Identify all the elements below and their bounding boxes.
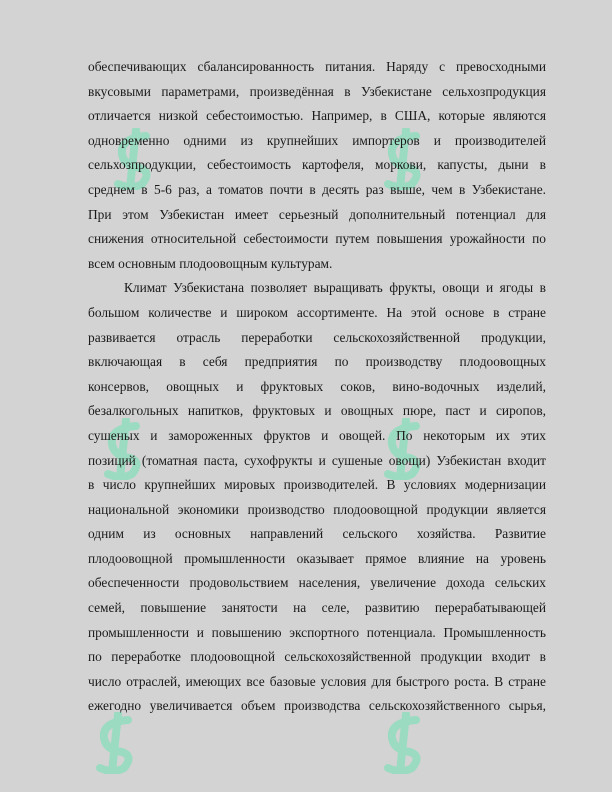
text-line: в число крупнейших мировых производителей. В условиях модернизации xyxy=(88,477,546,493)
text-line: промышленности и повышению экспортного потенциала. Промышленность xyxy=(88,624,546,640)
text-line: позиций (томатная паста, сухофрукты и сушеные овощи) Узбекистан входит xyxy=(88,452,546,468)
watermark-logo-icon xyxy=(380,712,426,774)
text-line: большом количестве и широком ассортименте. На этой основе в стране xyxy=(88,304,546,320)
paragraph xyxy=(88,55,546,276)
paragraph xyxy=(88,276,546,719)
text-line: национальной экономики производство плодоовощной продукции является xyxy=(88,501,546,517)
text-line: безалкогольных напитков, фруктовых и овощных пюре, паст и сиропов, xyxy=(88,403,546,419)
text-line: Климат Узбекистана позволяет выращивать фрукты, овощи и ягоды в xyxy=(124,280,546,296)
text-line: включающая в себя предприятия по производству плодоовощных xyxy=(88,354,546,370)
text-line: одновременно одними из крупнейших импортеров и производителей xyxy=(88,132,546,148)
text-line: одним из основных направлений сельского хозяйства. Развитие xyxy=(88,526,546,542)
text-line: по переработке плодоовощной сельскохозяйственной продукции входит в xyxy=(88,649,546,665)
text-line: отличается низкой себестоимостью. Например, в США, которые являются xyxy=(88,108,546,124)
text-line: среднем в 5-6 раз, а томатов почти в десять раз выше, чем в Узбекистане. xyxy=(88,181,546,197)
text-line: вкусовыми параметрами, произведённая в Узбекистане сельхозпродукция xyxy=(88,83,546,99)
text-line: число отраслей, имеющих все базовые условия для быстрого роста. В стране xyxy=(88,673,546,689)
text-line: При этом Узбекистан имеет серьезный дополнительный потенциал для xyxy=(88,206,546,222)
text-line: семей, повышение занятости на селе, развитию перерабатывающей xyxy=(88,600,546,616)
text-line: сушеных и замороженных фруктов и овощей. По некоторым их этих xyxy=(88,427,546,443)
text-line: всем основным плодоовощным культурам. xyxy=(88,255,333,271)
text-line: обеспечивающих сбалансированность питания. Наряду с превосходными xyxy=(88,59,546,74)
body-text xyxy=(88,55,546,719)
text-line: обеспеченности продовольствием населения, увеличение дохода сельских xyxy=(88,575,546,591)
watermark-logo-icon xyxy=(92,712,138,774)
text-line: развивается отрасль переработки сельскохозяйственной продукции, xyxy=(88,329,546,345)
text-line: консервов, овощных и фруктовых соков, вино-водочных изделий, xyxy=(88,378,546,394)
text-line: снижения относительной себестоимости путем повышения урожайности по xyxy=(88,231,546,247)
text-line: плодоовощной промышленности оказывает прямое влияние на уровень xyxy=(88,550,546,566)
text-line: ежегодно увеличивается объем производства сельскохозяйственного сырья, xyxy=(88,698,546,714)
text-line: сельхозпродукции, себестоимость картофеля, моркови, капусты, дыни в xyxy=(88,157,546,173)
